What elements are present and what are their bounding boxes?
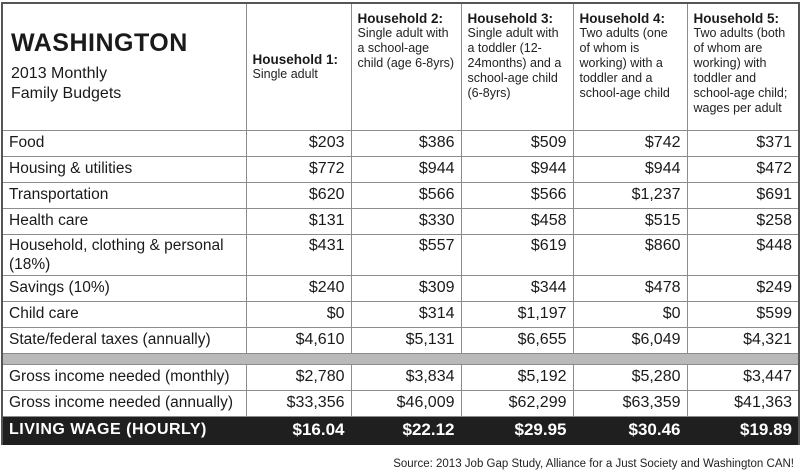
cell-value: $258 — [687, 208, 799, 234]
cell-value: $772 — [246, 156, 351, 182]
cell-value: $691 — [687, 182, 799, 208]
subtitle-line-1: 2013 Monthly — [11, 65, 108, 83]
row-label: Gross income needed (annually) — [2, 390, 246, 416]
cell-value: $5,192 — [461, 364, 573, 390]
row-label: Transportation — [2, 182, 246, 208]
cell-value: $566 — [351, 182, 461, 208]
title-cell — [2, 3, 246, 130]
cell-value: $448 — [687, 234, 799, 275]
table-row-gross-monthly — [2, 364, 799, 390]
household-2-header — [351, 3, 461, 130]
row-label: Child care — [2, 301, 246, 327]
cell-value: $4,610 — [246, 327, 351, 353]
cell-value: $0 — [246, 301, 351, 327]
cell-value: $620 — [246, 182, 351, 208]
cell-value: $944 — [351, 156, 461, 182]
household-5-header — [687, 3, 799, 130]
household-1-header — [246, 3, 351, 130]
row-label: Gross income needed (monthly) — [2, 364, 246, 390]
table-row-savings — [2, 275, 799, 301]
cell-value: $33,356 — [246, 390, 351, 416]
table-row-living-wage — [2, 416, 799, 444]
table-row-gross-annually — [2, 390, 799, 416]
cell-value: $557 — [351, 234, 461, 275]
living-wage-value: $19.89 — [687, 416, 799, 444]
separator-cell — [2, 353, 246, 364]
row-label: Household, clothing & personal (18%) — [2, 234, 246, 275]
header-row — [2, 3, 799, 130]
separator-cell — [246, 353, 351, 364]
cell-value: $1,237 — [573, 182, 687, 208]
cell-value: $6,655 — [461, 327, 573, 353]
cell-value: $131 — [246, 208, 351, 234]
cell-value: $5,131 — [351, 327, 461, 353]
source-note: Source: 2013 Job Gap Study, Alliance for a Just Society and Washington CAN! — [393, 458, 794, 470]
separator-band — [2, 353, 799, 364]
living-wage-value: $22.12 — [351, 416, 461, 444]
living-wage-value: $29.95 — [461, 416, 573, 444]
table-row-taxes — [2, 327, 799, 353]
cell-value: $371 — [687, 130, 799, 156]
cell-value: $458 — [461, 208, 573, 234]
household-desc: Single adult with a toddler (12-24months) and a school-age child (6-8yrs) — [467, 26, 562, 100]
row-label: State/federal taxes (annually) — [2, 327, 246, 353]
cell-value: $2,780 — [246, 364, 351, 390]
table-row-food — [2, 130, 799, 156]
cell-value: $309 — [351, 275, 461, 301]
separator-cell — [687, 353, 799, 364]
state-title: WASHINGTON — [11, 29, 188, 58]
cell-value: $3,447 — [687, 364, 799, 390]
cell-value: $478 — [573, 275, 687, 301]
row-label: Food — [2, 130, 246, 156]
row-label: Housing & utilities — [2, 156, 246, 182]
row-label: Health care — [2, 208, 246, 234]
table-row-child-care — [2, 301, 799, 327]
household-desc: Two adults (one of whom is working) with a toddler and a school-age child — [579, 26, 670, 100]
cell-value: $860 — [573, 234, 687, 275]
household-name: Household 1: — [252, 51, 339, 67]
cell-value: $344 — [461, 275, 573, 301]
household-desc: Two adults (both of whom are working) with toddler and school-age child; wages per adult — [693, 26, 788, 115]
cell-value: $509 — [461, 130, 573, 156]
separator-cell — [461, 353, 573, 364]
table-row-household-clothing — [2, 234, 799, 275]
cell-value: $386 — [351, 130, 461, 156]
table-row-health-care — [2, 208, 799, 234]
cell-value: $944 — [573, 156, 687, 182]
cell-value: $599 — [687, 301, 799, 327]
cell-value: $6,049 — [573, 327, 687, 353]
cell-value: $5,280 — [573, 364, 687, 390]
living-wage-value: $16.04 — [246, 416, 351, 444]
cell-value: $3,834 — [351, 364, 461, 390]
table-row-transportation — [2, 182, 799, 208]
subtitle-line-2: Family Budgets — [11, 85, 122, 103]
separator-cell — [351, 353, 461, 364]
household-desc: Single adult — [252, 66, 318, 81]
cell-value: $63,359 — [573, 390, 687, 416]
household-3-header — [461, 3, 573, 130]
household-name: Household 2: — [357, 11, 444, 26]
cell-value: $240 — [246, 275, 351, 301]
cell-value: $566 — [461, 182, 573, 208]
cell-value: $203 — [246, 130, 351, 156]
row-label: Savings (10%) — [2, 275, 246, 301]
family-budget-table — [1, 2, 800, 445]
cell-value: $515 — [573, 208, 687, 234]
cell-value: $431 — [246, 234, 351, 275]
table-row-housing — [2, 156, 799, 182]
cell-value: $472 — [687, 156, 799, 182]
household-4-header — [573, 3, 687, 130]
household-name: Household 4: — [579, 11, 666, 26]
living-wage-label: LIVING WAGE (HOURLY) — [2, 416, 246, 444]
cell-value: $249 — [687, 275, 799, 301]
cell-value: $742 — [573, 130, 687, 156]
living-wage-value: $30.46 — [573, 416, 687, 444]
cell-value: $41,363 — [687, 390, 799, 416]
cell-value: $944 — [461, 156, 573, 182]
cell-value: $62,299 — [461, 390, 573, 416]
cell-value: $314 — [351, 301, 461, 327]
cell-value: $619 — [461, 234, 573, 275]
separator-cell — [573, 353, 687, 364]
household-name: Household 3: — [467, 11, 554, 26]
cell-value: $330 — [351, 208, 461, 234]
household-name: Household 5: — [693, 11, 780, 26]
household-desc: Single adult with a school-age child (age 6-8yrs) — [357, 26, 455, 70]
cell-value: $46,009 — [351, 390, 461, 416]
cell-value: $4,321 — [687, 327, 799, 353]
cell-value: $0 — [573, 301, 687, 327]
cell-value: $1,197 — [461, 301, 573, 327]
